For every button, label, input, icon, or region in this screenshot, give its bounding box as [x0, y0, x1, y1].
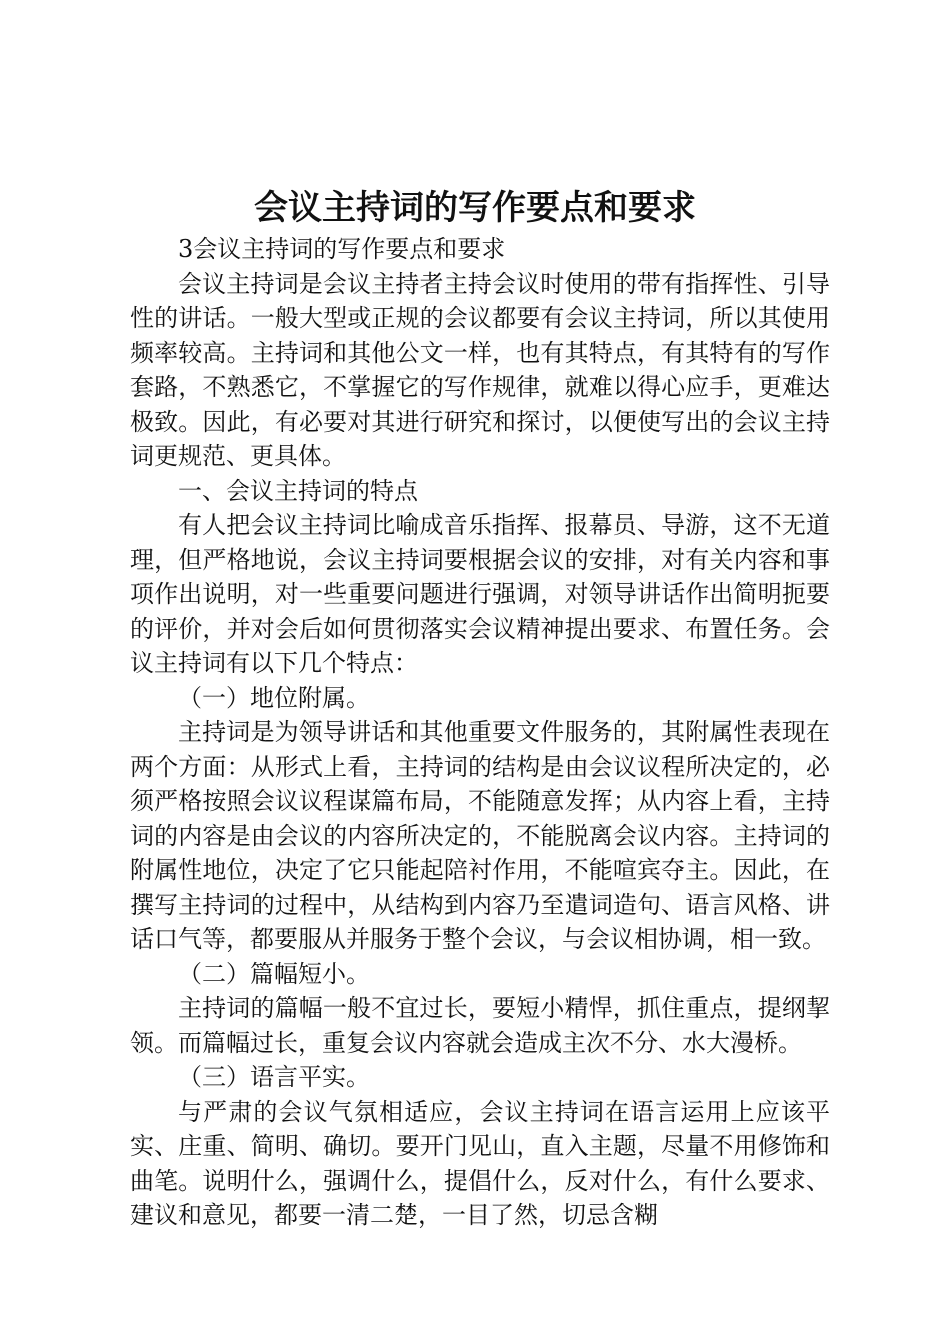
paragraph: 主持词的篇幅一般不宜过长，要短小精悍，抓住重点，提纲挈领。而篇幅过长，重复会议内容就会造成主次不分、水大漫桥。: [130, 994, 830, 1057]
subsection-heading: （三）语言平实。: [178, 1063, 370, 1091]
section-heading: 一、会议主持词的特点: [178, 476, 418, 505]
subtitle-line: 3会议主持词的写作要点和要求: [178, 235, 506, 263]
document-title: 会议主持词的写作要点和要求: [254, 188, 696, 228]
subsection-heading: （一）地位附属。: [178, 683, 370, 712]
paragraph: 会议主持词是会议主持者主持会议时使用的带有指挥性、引导性的讲话。一般大型或正规的会议都要有会议主持词，所以其使用频率较高。主持词和其他公文一样，也有其特点，有其特有的写作套路，不熟悉它，不掌握它的写作规律，就难以得心应手，更难达极致。因此，有必要对其进行研究和探讨，以便使写出的会议主持词更规范、更具体。: [130, 269, 830, 470]
document-body: [130, 232, 830, 1233]
subsection-heading: （二）篇幅短小。: [178, 959, 370, 988]
paragraph: 与严肃的会议气氛相适应，会议主持词在语言运用上应该平实、庄重、简明、确切。要开门见山，直入主题，尽量不用修饰和曲笔。说明什么，强调什么，提倡什么，反对什么，有什么要求、建议和意见，都要一清二楚，一目了然，切忌含糊: [130, 1097, 830, 1229]
paragraph: 主持词是为领导讲话和其他重要文件服务的，其附属性表现在两个方面：从形式上看，主持词的结构是由会议议程所决定的，必须严格按照会议议程谋篇布局，不能随意发挥；从内容上看，主持词的内容是由会议的内容所决定的，不能脱离会议内容。主持词的附属性地位，决定了它只能起陪衬作用，不能喧宾夺主。因此，在撰写主持词的过程中，从结构到内容乃至遣词造句、语言风格、讲话口气等，都要服从并服务于整个会议，与会议相协调，相一致。: [130, 718, 830, 953]
paragraph: 有人把会议主持词比喻成音乐指挥、报幕员、导游，这不无道理，但严格地说，会议主持词要根据会议的安排，对有关内容和事项作出说明，对一些重要问题进行强调，对领导讲话作出简明扼要的评价，并对会后如何贯彻落实会议精神提出要求、布置任务。会议主持词有以下几个特点：: [130, 511, 830, 677]
